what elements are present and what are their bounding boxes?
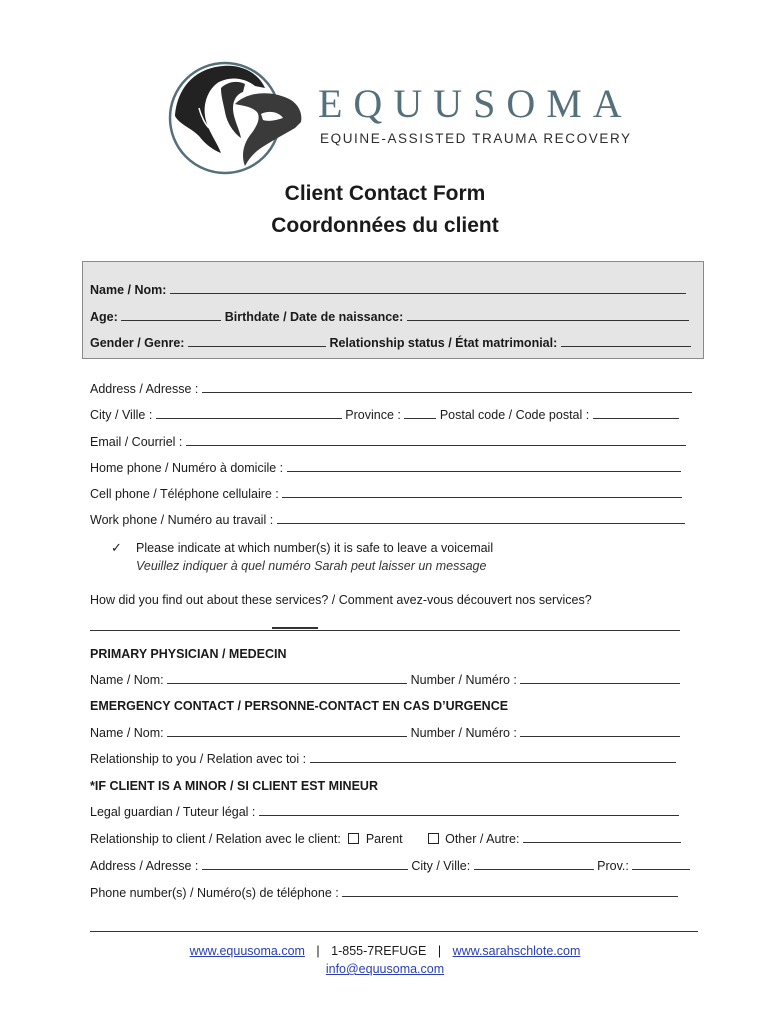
physician-name-field[interactable]: [167, 673, 407, 684]
form-title-en: Client Contact Form: [284, 182, 486, 205]
city-row: [90, 408, 679, 422]
emergency-relationship-label: Relationship to you / Relation avec toi :: [90, 752, 307, 766]
footer-phone: 1-855-7REFUGE: [331, 944, 427, 958]
emergency-number-field[interactable]: [520, 726, 680, 737]
emergency-heading: EMERGENCY CONTACT / PERSONNE-CONTACT EN CAS D’URGENCE: [90, 699, 509, 713]
name-field[interactable]: [170, 283, 686, 294]
parent-option-label: Parent: [365, 832, 403, 846]
physician-row: [90, 673, 680, 687]
other-checkbox-icon[interactable]: [428, 833, 439, 844]
physician-name-label: Name / Nom:: [90, 673, 164, 687]
emergency-relationship-row: [90, 752, 676, 766]
work-phone-row: [90, 513, 685, 527]
home-phone-row: [90, 461, 681, 475]
age-label: Age:: [90, 310, 118, 324]
emergency-number-label: Number / Numéro :: [410, 726, 517, 740]
guardian-field[interactable]: [259, 805, 679, 816]
relationship-status-field[interactable]: [561, 336, 691, 347]
birthdate-label: Birthdate / Date de naissance:: [224, 310, 404, 324]
minor-relationship-row: [90, 832, 681, 846]
city-field[interactable]: [156, 408, 342, 419]
postal-code-label: Postal code / Code postal :: [439, 408, 590, 422]
emergency-name-label: Name / Nom:: [90, 726, 164, 740]
gender-status-row: [90, 336, 691, 350]
gender-field[interactable]: [188, 336, 326, 347]
footer-divider: [90, 931, 698, 932]
cell-phone-row: [90, 487, 682, 501]
age-birthdate-row: [90, 310, 689, 324]
emergency-name-field[interactable]: [167, 726, 407, 737]
emergency-relationship-field[interactable]: [310, 752, 676, 763]
age-field[interactable]: [121, 310, 221, 321]
cell-phone-field[interactable]: [282, 487, 682, 498]
city-label: City / Ville :: [90, 408, 153, 422]
minor-prov-label: Prov.:: [597, 859, 629, 873]
email-field[interactable]: [186, 435, 686, 446]
minor-phone-field[interactable]: [342, 886, 678, 897]
brand-name: EQUUSOMA: [318, 81, 633, 126]
home-phone-label: Home phone / Numéro à domicile :: [90, 461, 284, 475]
parent-checkbox-icon[interactable]: [348, 833, 359, 844]
cell-phone-label: Cell phone / Téléphone cellulaire :: [90, 487, 279, 501]
work-phone-field[interactable]: [277, 513, 685, 524]
footer-email-link[interactable]: info@equusoma.com: [325, 962, 445, 976]
email-label: Email / Courriel :: [90, 435, 183, 449]
minor-relationship-label: Relationship to client / Relation avec le client:: [90, 832, 341, 846]
home-phone-field[interactable]: [287, 461, 681, 472]
birthdate-field[interactable]: [407, 310, 689, 321]
voicemail-note-fr: Veuillez indiquer à quel numéro Sarah peut laisser un message: [136, 559, 487, 573]
footer-separator-2: |: [437, 944, 442, 958]
guardian-row: [90, 805, 679, 819]
footer-link-equusoma[interactable]: www.equusoma.com: [189, 944, 305, 958]
physician-number-label: Number / Numéro :: [410, 673, 517, 687]
address-row: [90, 382, 692, 396]
footer-line-1: [0, 944, 770, 958]
referral-question: How did you find out about these services? / Comment avez-vous découvert nos services?: [90, 593, 592, 607]
minor-heading: *IF CLIENT IS A MINOR / SI CLIENT EST MINEUR: [90, 779, 378, 793]
brand-tagline: EQUINE-ASSISTED TRAUMA RECOVERY: [320, 131, 632, 146]
minor-prov-field[interactable]: [632, 859, 690, 870]
address-field[interactable]: [202, 382, 692, 393]
physician-number-field[interactable]: [520, 673, 680, 684]
minor-phone-label: Phone number(s) / Numéro(s) de téléphone :: [90, 886, 339, 900]
email-row: [90, 435, 686, 449]
form-title-fr: Coordonnées du client: [271, 214, 499, 237]
name-row: [90, 283, 686, 297]
footer-line-2: [0, 962, 770, 976]
minor-address-label: Address / Adresse :: [90, 859, 199, 873]
emergency-row: [90, 726, 680, 740]
minor-address-field[interactable]: [202, 859, 408, 870]
voicemail-note-en: Please indicate at which number(s) it is safe to leave a voicemail: [136, 541, 494, 555]
province-label: Province :: [345, 408, 401, 422]
minor-address-row: [90, 859, 690, 873]
address-label: Address / Adresse :: [90, 382, 199, 396]
guardian-label: Legal guardian / Tuteur légal :: [90, 805, 256, 819]
minor-phone-row: [90, 886, 678, 900]
footer-separator: |: [316, 944, 320, 958]
physician-heading: PRIMARY PHYSICIAN / MEDECIN: [90, 647, 287, 661]
postal-code-field[interactable]: [593, 408, 679, 419]
other-field[interactable]: [523, 832, 681, 843]
referral-answer-mark: [272, 627, 318, 629]
referral-answer-line[interactable]: [90, 630, 680, 631]
work-phone-label: Work phone / Numéro au travail :: [90, 513, 274, 527]
gender-label: Gender / Genre:: [90, 336, 185, 350]
province-field[interactable]: [404, 408, 436, 419]
relationship-status-label: Relationship status / État matrimonial:: [329, 336, 558, 350]
other-option-label: Other / Autre:: [445, 832, 520, 846]
name-label: Name / Nom:: [90, 283, 167, 297]
checkmark-icon: ✓: [111, 540, 122, 555]
minor-city-label: City / Ville:: [411, 859, 471, 873]
minor-city-field[interactable]: [474, 859, 594, 870]
footer-link-sarahschlote[interactable]: www.sarahschlote.com: [452, 944, 581, 958]
